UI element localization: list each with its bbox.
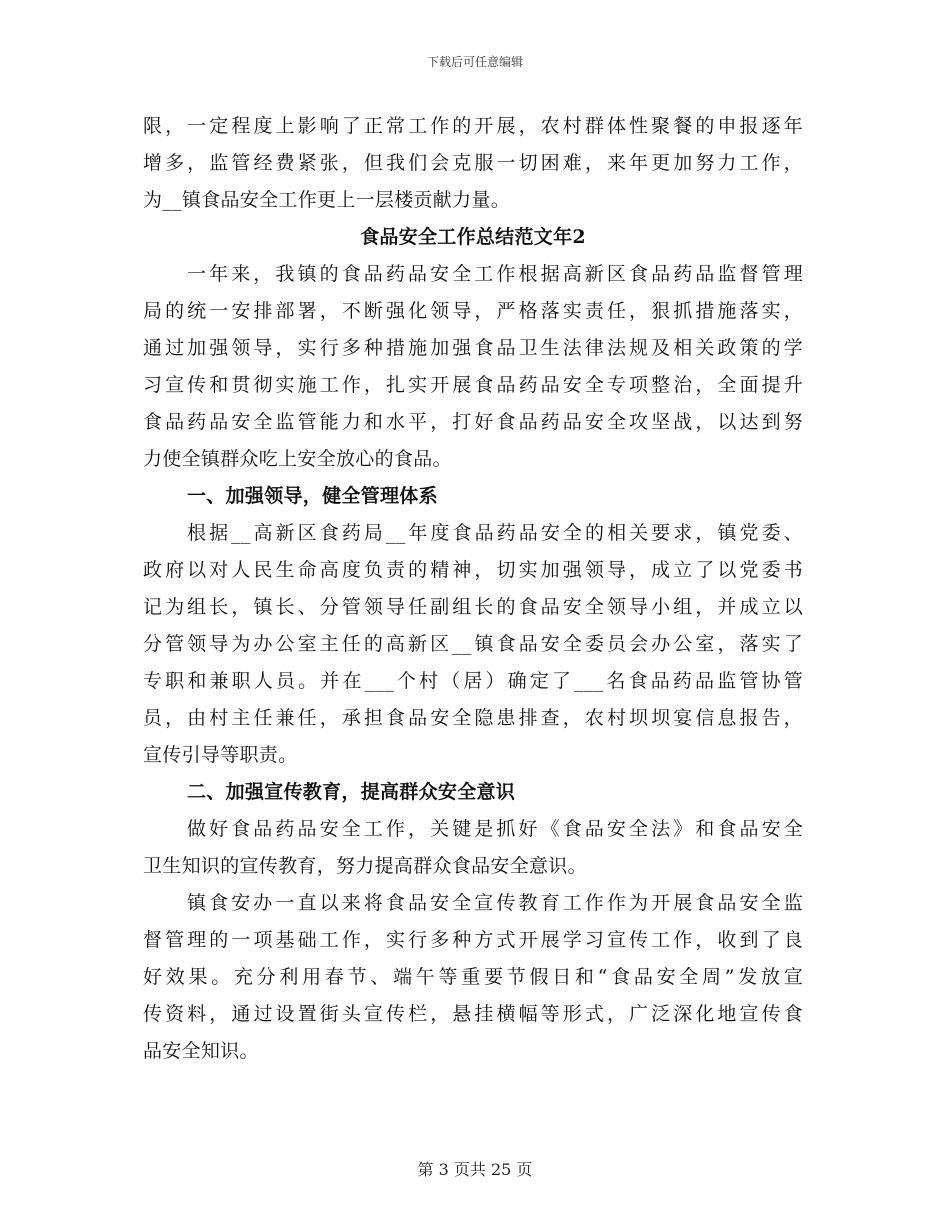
body-line: 传资料，通过设置街头宣传栏，悬挂横幅等形式，广泛深化地宣传食 [143, 1003, 803, 1025]
body-line: 专职和兼职人员。并在___个村（居）确定了___名食品药品监管协管 [143, 670, 803, 692]
body-line: 员，由村主任兼任，承担食品安全隐患排查，农村坝坝宴信息报告， [143, 707, 803, 729]
document-body [143, 108, 803, 1070]
body-line: 为__镇食品安全工作更上一层楼贡献力量。 [143, 189, 511, 211]
body-line: 品安全知识。 [143, 1040, 259, 1062]
body-line: 食品药品安全监管能力和水平，打好食品药品安全攻坚战，以达到努 [143, 411, 803, 433]
body-line: 镇食安办一直以来将食品安全宣传教育工作作为开展食品安全监 [187, 892, 803, 914]
body-line: 通过加强领导，实行多种措施加强食品卫生法律法规及相关政策的学 [143, 337, 803, 359]
body-line: 宣传引导等职责。 [143, 744, 298, 766]
body-line: 限，一定程度上影响了正常工作的开展，农村群体性聚餐的申报逐年 [143, 115, 803, 137]
body-line: 好效果。充分利用春节、端午等重要节假日和“食品安全周”发放宣 [143, 966, 803, 988]
body-line: 根据__高新区食药局__年度食品药品安全的相关要求，镇党委、 [187, 522, 803, 544]
subheading: 一、加强领导，健全管理体系 [187, 485, 438, 507]
subheading: 二、加强宣传教育，提高群众安全意识 [187, 781, 516, 803]
section-title: 食品安全工作总结范文年2 [360, 226, 586, 248]
body-line: 卫生知识的宣传教育，努力提高群众食品安全意识。 [143, 855, 587, 877]
body-line: 政府以对人民生命高度负责的精神，切实加强领导，成立了以党委书 [143, 559, 803, 581]
body-line: 督管理的一项基础工作，实行多种方式开展学习宣传工作，收到了良 [143, 929, 803, 951]
body-line: 一年来，我镇的食品药品安全工作根据高新区食品药品监督管理 [187, 263, 803, 285]
body-line: 局的统一安排部署，不断强化领导，严格落实责任，狠抓措施落实， [143, 300, 803, 322]
body-line: 做好食品药品安全工作，关键是抓好《食品安全法》和食品安全 [187, 818, 803, 840]
body-line: 习宣传和贯彻实施工作，扎实开展食品药品安全专项整治，全面提升 [143, 374, 803, 396]
body-line: 力使全镇群众吃上安全放心的食品。 [143, 448, 452, 470]
page-number: 第 3 页共 25 页 [417, 1160, 533, 1179]
page-header: 下载后可任意编辑 [426, 55, 523, 69]
body-line: 记为组长，镇长、分管领导任副组长的食品安全领导小组，并成立以 [143, 596, 803, 618]
body-line: 分管领导为办公室主任的高新区__镇食品安全委员会办公室，落实了 [143, 633, 803, 655]
body-line: 增多，监管经费紧张，但我们会克服一切困难，来年更加努力工作， [143, 152, 803, 174]
